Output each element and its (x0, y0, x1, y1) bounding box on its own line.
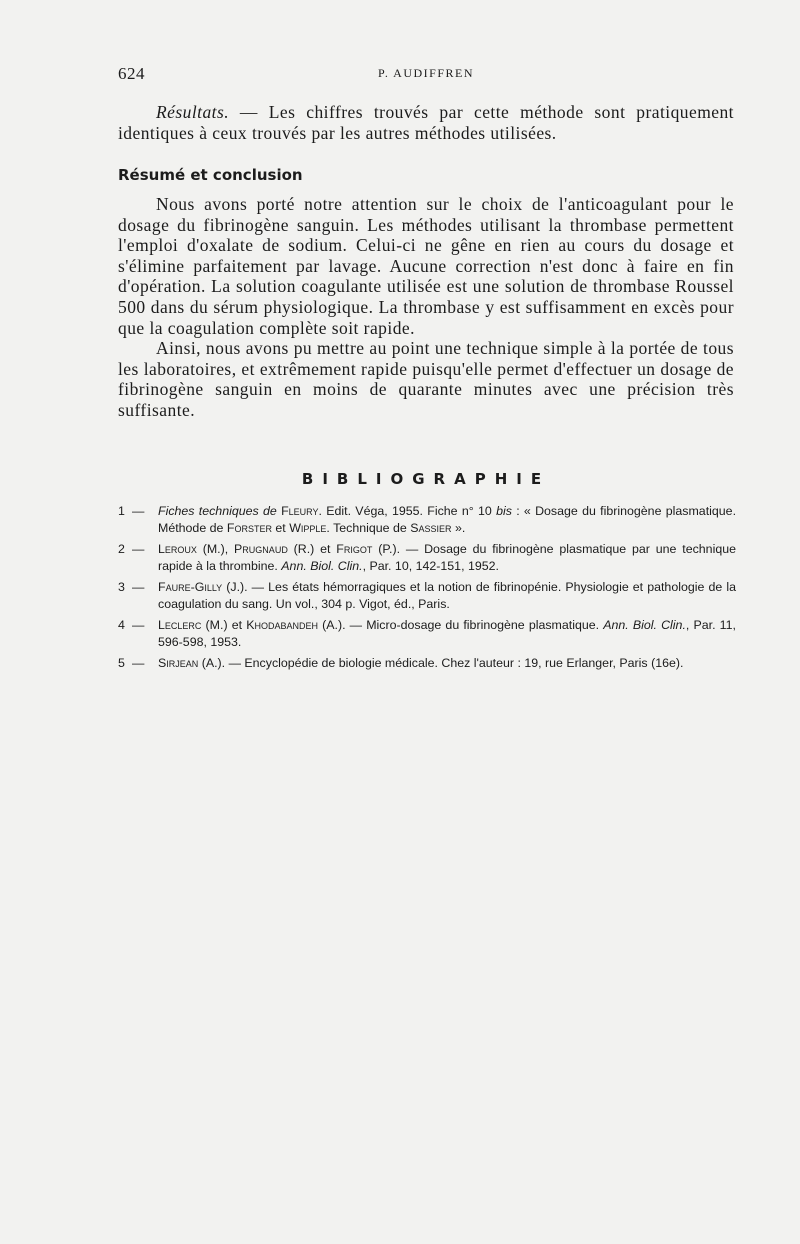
reference-text: Leclerc (158, 618, 202, 632)
reference-text: , Par. 10, 142-151, 1952. (362, 558, 499, 573)
reference-text: (A.). — Micro-dosage du fibrinogène plasmatique. (317, 618, 604, 632)
reference-number: 3 (118, 580, 125, 594)
results-paragraph (118, 102, 734, 143)
reference-text: (J.). — Les états hémorragiques et la notion de fibrinopénie. Physiologie et pathologie de la coagulation du sang. Un vol., 304 p. Vigot, éd., Paris. (158, 580, 736, 611)
reference-text: Leroux (158, 542, 197, 556)
conclusion-paragraph: Ainsi, nous avons pu mettre au point une technique simple à la portée de tous les laboratoires, et extrêmement rapide puisqu'elle permet d'effectuer un dosage de fibrinogène sanguin en moins de quarante minutes avec une précision très suffisante. (118, 338, 734, 420)
reference-text: , Par. 11, 596-598, 1953. (158, 618, 736, 649)
reference-text: Ann. Biol. Clin. (281, 558, 363, 573)
bibliography-entry (118, 617, 736, 650)
reference-text: (M.), (196, 542, 235, 556)
reference-dash: — (132, 580, 145, 594)
reference-number: 4 (118, 618, 125, 632)
results-lead: Résultats. (156, 102, 230, 122)
reference-text: et (271, 520, 290, 535)
reference-text: Frigot (336, 542, 373, 556)
results-text: — Les chiffres trouvés par cette méthode sont pratiquement identiques à ceux trouvés par les autres méthodes utilisées. (118, 102, 734, 143)
reference-text: bis (496, 504, 512, 518)
reference-dash: — (132, 542, 145, 556)
reference-text: Wipple (289, 520, 327, 535)
reference-text: . Technique de (326, 520, 411, 535)
running-title: P. AUDIFFREN (377, 66, 475, 80)
reference-number: 1 (118, 504, 125, 518)
bibliography-heading: BIBLIOGRAPHIE (301, 470, 551, 488)
reference-text: Ann. Biol. Clin. (603, 618, 686, 632)
conclusion-body (118, 194, 734, 421)
reference-text: Fiches techniques de (158, 504, 282, 518)
running-head (118, 64, 734, 88)
bibliography-list (118, 503, 736, 677)
reference-dash: — (132, 504, 145, 518)
reference-text: (R.) et (287, 542, 337, 556)
reference-text: Sassier (410, 520, 452, 535)
reference-text: (A.). — Encyclopédie de biologie médicale. Chez l'auteur : 19, rue Erlanger, Paris (16e). (198, 656, 684, 670)
reference-number: 2 (118, 542, 125, 556)
reference-number: 5 (118, 656, 125, 670)
conclusion-paragraph: Nous avons porté notre attention sur le choix de l'anticoagulant pour le dosage du fibrinogène sanguin. Les méthodes utilisant la thrombase permettent l'emploi d'oxalate de sodium. Celui-ci ne gêne en rien au cours du dosage et s'élimine parfaitement par lavage. Aucune correction n'est donc à faire en fin d'opération. La solution coagulante utilisée est une solution de thrombase Roussel 500 dans du sérum physiologique. La thrombase y est suffisamment en excès pour que la coagulation complète soit rapide. (118, 194, 734, 338)
reference-text: Forster (226, 520, 272, 535)
reference-text: Faure-Gilly (158, 580, 223, 594)
reference-text: Sirjean (158, 656, 199, 670)
section-heading-conclusion: Résumé et conclusion (118, 166, 303, 184)
reference-dash: — (132, 656, 145, 670)
reference-dash: — (132, 618, 145, 632)
reference-text: Prugnaud (234, 542, 288, 556)
page-number: 624 (118, 64, 145, 83)
bibliography-entry (118, 503, 736, 536)
reference-text: ». (451, 520, 466, 535)
bibliography-entry (118, 655, 736, 672)
reference-text: Fleury (281, 504, 319, 518)
bibliography-entry (118, 541, 736, 574)
reference-text: : « Dosage du fibrinogène plasmatique. Méthode de (158, 504, 737, 535)
reference-text: . Edit. Véga, 1955. Fiche n° 10 (318, 504, 497, 518)
reference-text: Khodabandeh (246, 618, 318, 632)
bibliography-entry (118, 579, 736, 612)
reference-text: (M.) et (201, 618, 247, 632)
reference-text: (P.). — Dosage du fibrinogène plasmatique par une technique rapide à la thrombine. (158, 542, 736, 573)
